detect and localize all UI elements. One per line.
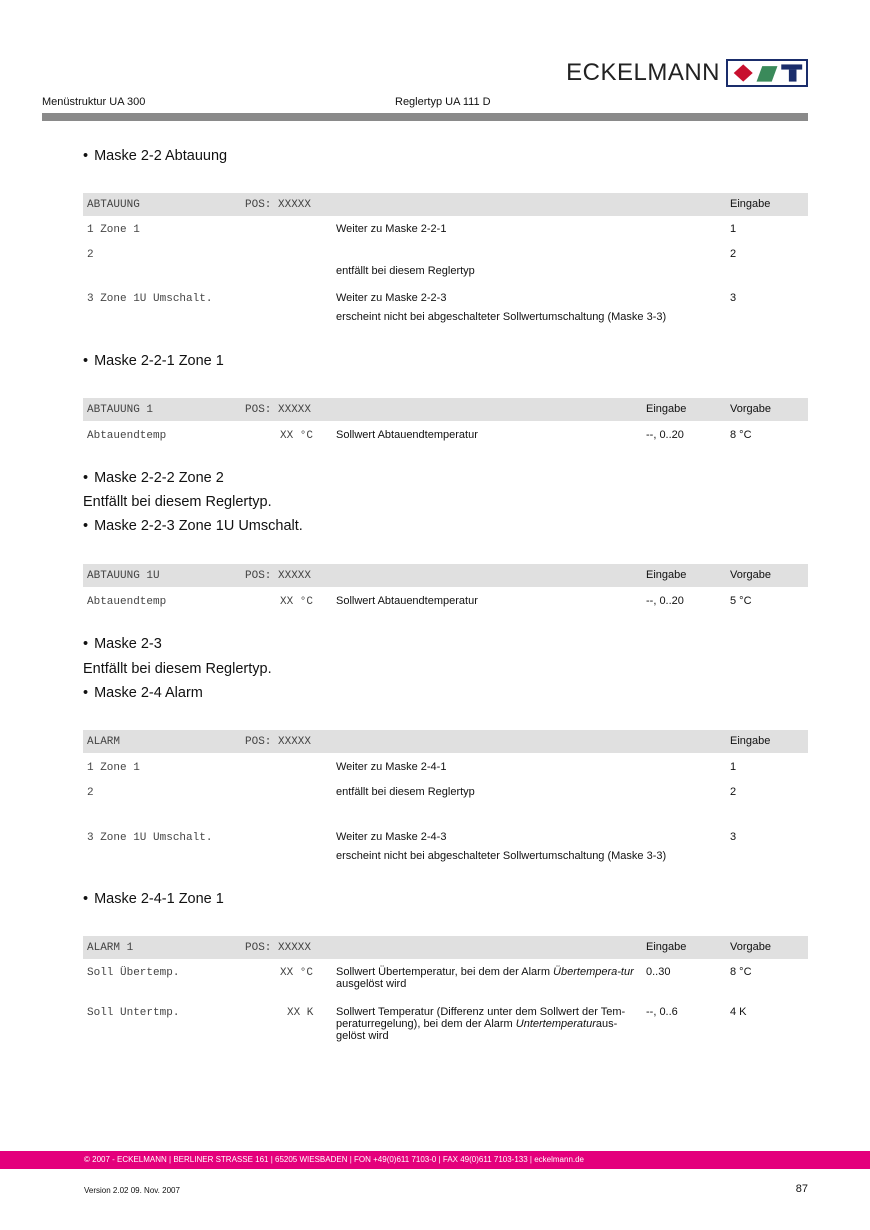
section-title: • Maske 2-4-1 Zone 1 <box>83 891 224 907</box>
row-unit: XX K <box>287 1007 314 1019</box>
section-note: Entfällt bei diesem Reglertyp. <box>83 661 272 677</box>
row-desc: entfällt bei diesem Reglertyp <box>336 786 475 798</box>
row-label: Soll Übertemp. <box>87 967 180 979</box>
row-eingabe: --, 0..20 <box>646 595 684 607</box>
row-label: Soll Untertmp. <box>87 1007 180 1019</box>
version-label: Version 2.02 09. Nov. 2007 <box>84 1186 180 1195</box>
row-eingabe: 1 <box>730 761 737 773</box>
row-desc: Sollwert Abtauendtemperatur <box>336 595 478 607</box>
section-title: • Maske 2-2 Abtauung <box>83 148 227 164</box>
eingabe-header: Eingabe <box>730 735 771 747</box>
page-number: 87 <box>795 1183 808 1195</box>
table-header <box>83 564 808 587</box>
section-title: • Maske 2-2-3 Zone 1U Umschalt. <box>83 518 303 534</box>
row-vorgabe: 8 °C <box>730 966 752 978</box>
row-desc: Sollwert Temperatur (Differenz unter dem Sollwert der Tem-peraturregelung), bei dem der Alarm Untertemperaturaus-gelöst wird <box>336 1006 626 1042</box>
row-vorgabe: 5 °C <box>730 595 752 607</box>
eingabe-header: Eingabe <box>646 403 687 415</box>
header-divider <box>42 113 808 121</box>
row-label: Abtauendtemp <box>87 430 167 442</box>
row-unit: XX °C <box>280 967 314 979</box>
row-label: 2 <box>87 787 94 799</box>
vorgabe-header: Vorgabe <box>730 941 771 953</box>
row-desc: Weiter zu Maske 2-2-3 <box>336 292 447 304</box>
row-eingabe: --, 0..20 <box>646 429 684 441</box>
pos-label: POS: XXXXX <box>245 570 312 582</box>
logo-text: ECKELMANN <box>566 59 720 86</box>
row-eingabe: 1 <box>730 223 737 235</box>
row-vorgabe: 8 °C <box>730 429 752 441</box>
row-desc: entfällt bei diesem Reglertyp <box>336 265 475 277</box>
eingabe-header: Eingabe <box>730 198 771 210</box>
pos-label: POS: XXXXX <box>245 942 312 954</box>
row-desc: Weiter zu Maske 2-4-1 <box>336 761 447 773</box>
section-title: • Maske 2-2-1 Zone 1 <box>83 353 224 369</box>
vorgabe-header: Vorgabe <box>730 569 771 581</box>
mask-name: ABTAUUNG 1 <box>87 404 154 416</box>
row-unit: XX °C <box>280 596 314 608</box>
mask-name: ABTAUUNG <box>87 199 140 211</box>
row-note: erscheint nicht bei abgeschalteter Sollwertumschaltung (Maske 3-3) <box>336 850 667 862</box>
row-label: 1 Zone 1 <box>87 224 140 236</box>
row-desc: Weiter zu Maske 2-2-1 <box>336 223 447 235</box>
footer-address: © 2007 - ECKELMANN | BERLINER STRASSE 161 | 65205 WIESBADEN | FON +49(0)611 7103-0 | FAX 49(0)611 7103-133 | eckelmann.de <box>84 1155 585 1164</box>
row-eingabe: 0..30 <box>646 966 671 978</box>
eingabe-header: Eingabe <box>646 941 687 953</box>
row-eingabe: 2 <box>730 248 737 260</box>
row-desc: Weiter zu Maske 2-4-3 <box>336 831 447 843</box>
row-eingabe: 3 <box>730 831 737 843</box>
row-note: erscheint nicht bei abgeschalteter Sollwertumschaltung (Maske 3-3) <box>336 311 667 323</box>
header-middle-title: Reglertyp UA 111 D <box>395 96 491 108</box>
row-eingabe: --, 0..6 <box>646 1006 678 1018</box>
row-unit: XX °C <box>280 430 314 442</box>
section-title: • Maske 2-4 Alarm <box>83 685 203 701</box>
row-eingabe: 2 <box>730 786 737 798</box>
pos-label: POS: XXXXX <box>245 199 312 211</box>
mask-name: ALARM 1 <box>87 942 134 954</box>
section-note: Entfällt bei diesem Reglertyp. <box>83 494 272 510</box>
row-label: 3 Zone 1U Umschalt. <box>87 293 213 305</box>
logo-mark-icon <box>726 59 808 87</box>
row-label: Abtauendtemp <box>87 596 167 608</box>
table-header <box>83 398 808 421</box>
row-desc: Sollwert Abtauendtemperatur <box>336 429 478 441</box>
section-title: • Maske 2-2-2 Zone 2 <box>83 470 224 486</box>
mask-name: ABTAUUNG 1U <box>87 570 160 582</box>
pos-label: POS: XXXXX <box>245 736 312 748</box>
mask-name: ALARM <box>87 736 121 748</box>
row-vorgabe: 4 K <box>730 1006 747 1018</box>
row-label: 3 Zone 1U Umschalt. <box>87 832 213 844</box>
table-header <box>83 730 808 753</box>
row-desc: Sollwert Übertemperatur, bei dem der Alarm Übertempera-tur ausgelöst wird <box>336 966 634 990</box>
table-header <box>83 936 808 959</box>
eingabe-header: Eingabe <box>646 569 687 581</box>
pos-label: POS: XXXXX <box>245 404 312 416</box>
section-title: • Maske 2-3 <box>83 636 162 652</box>
header-left-title: Menüstruktur UA 300 <box>42 96 146 108</box>
row-label: 2 <box>87 249 94 261</box>
row-label: 1 Zone 1 <box>87 762 140 774</box>
eckelmann-logo <box>566 58 808 88</box>
vorgabe-header: Vorgabe <box>730 403 771 415</box>
table-header <box>83 193 808 216</box>
row-eingabe: 3 <box>730 292 737 304</box>
